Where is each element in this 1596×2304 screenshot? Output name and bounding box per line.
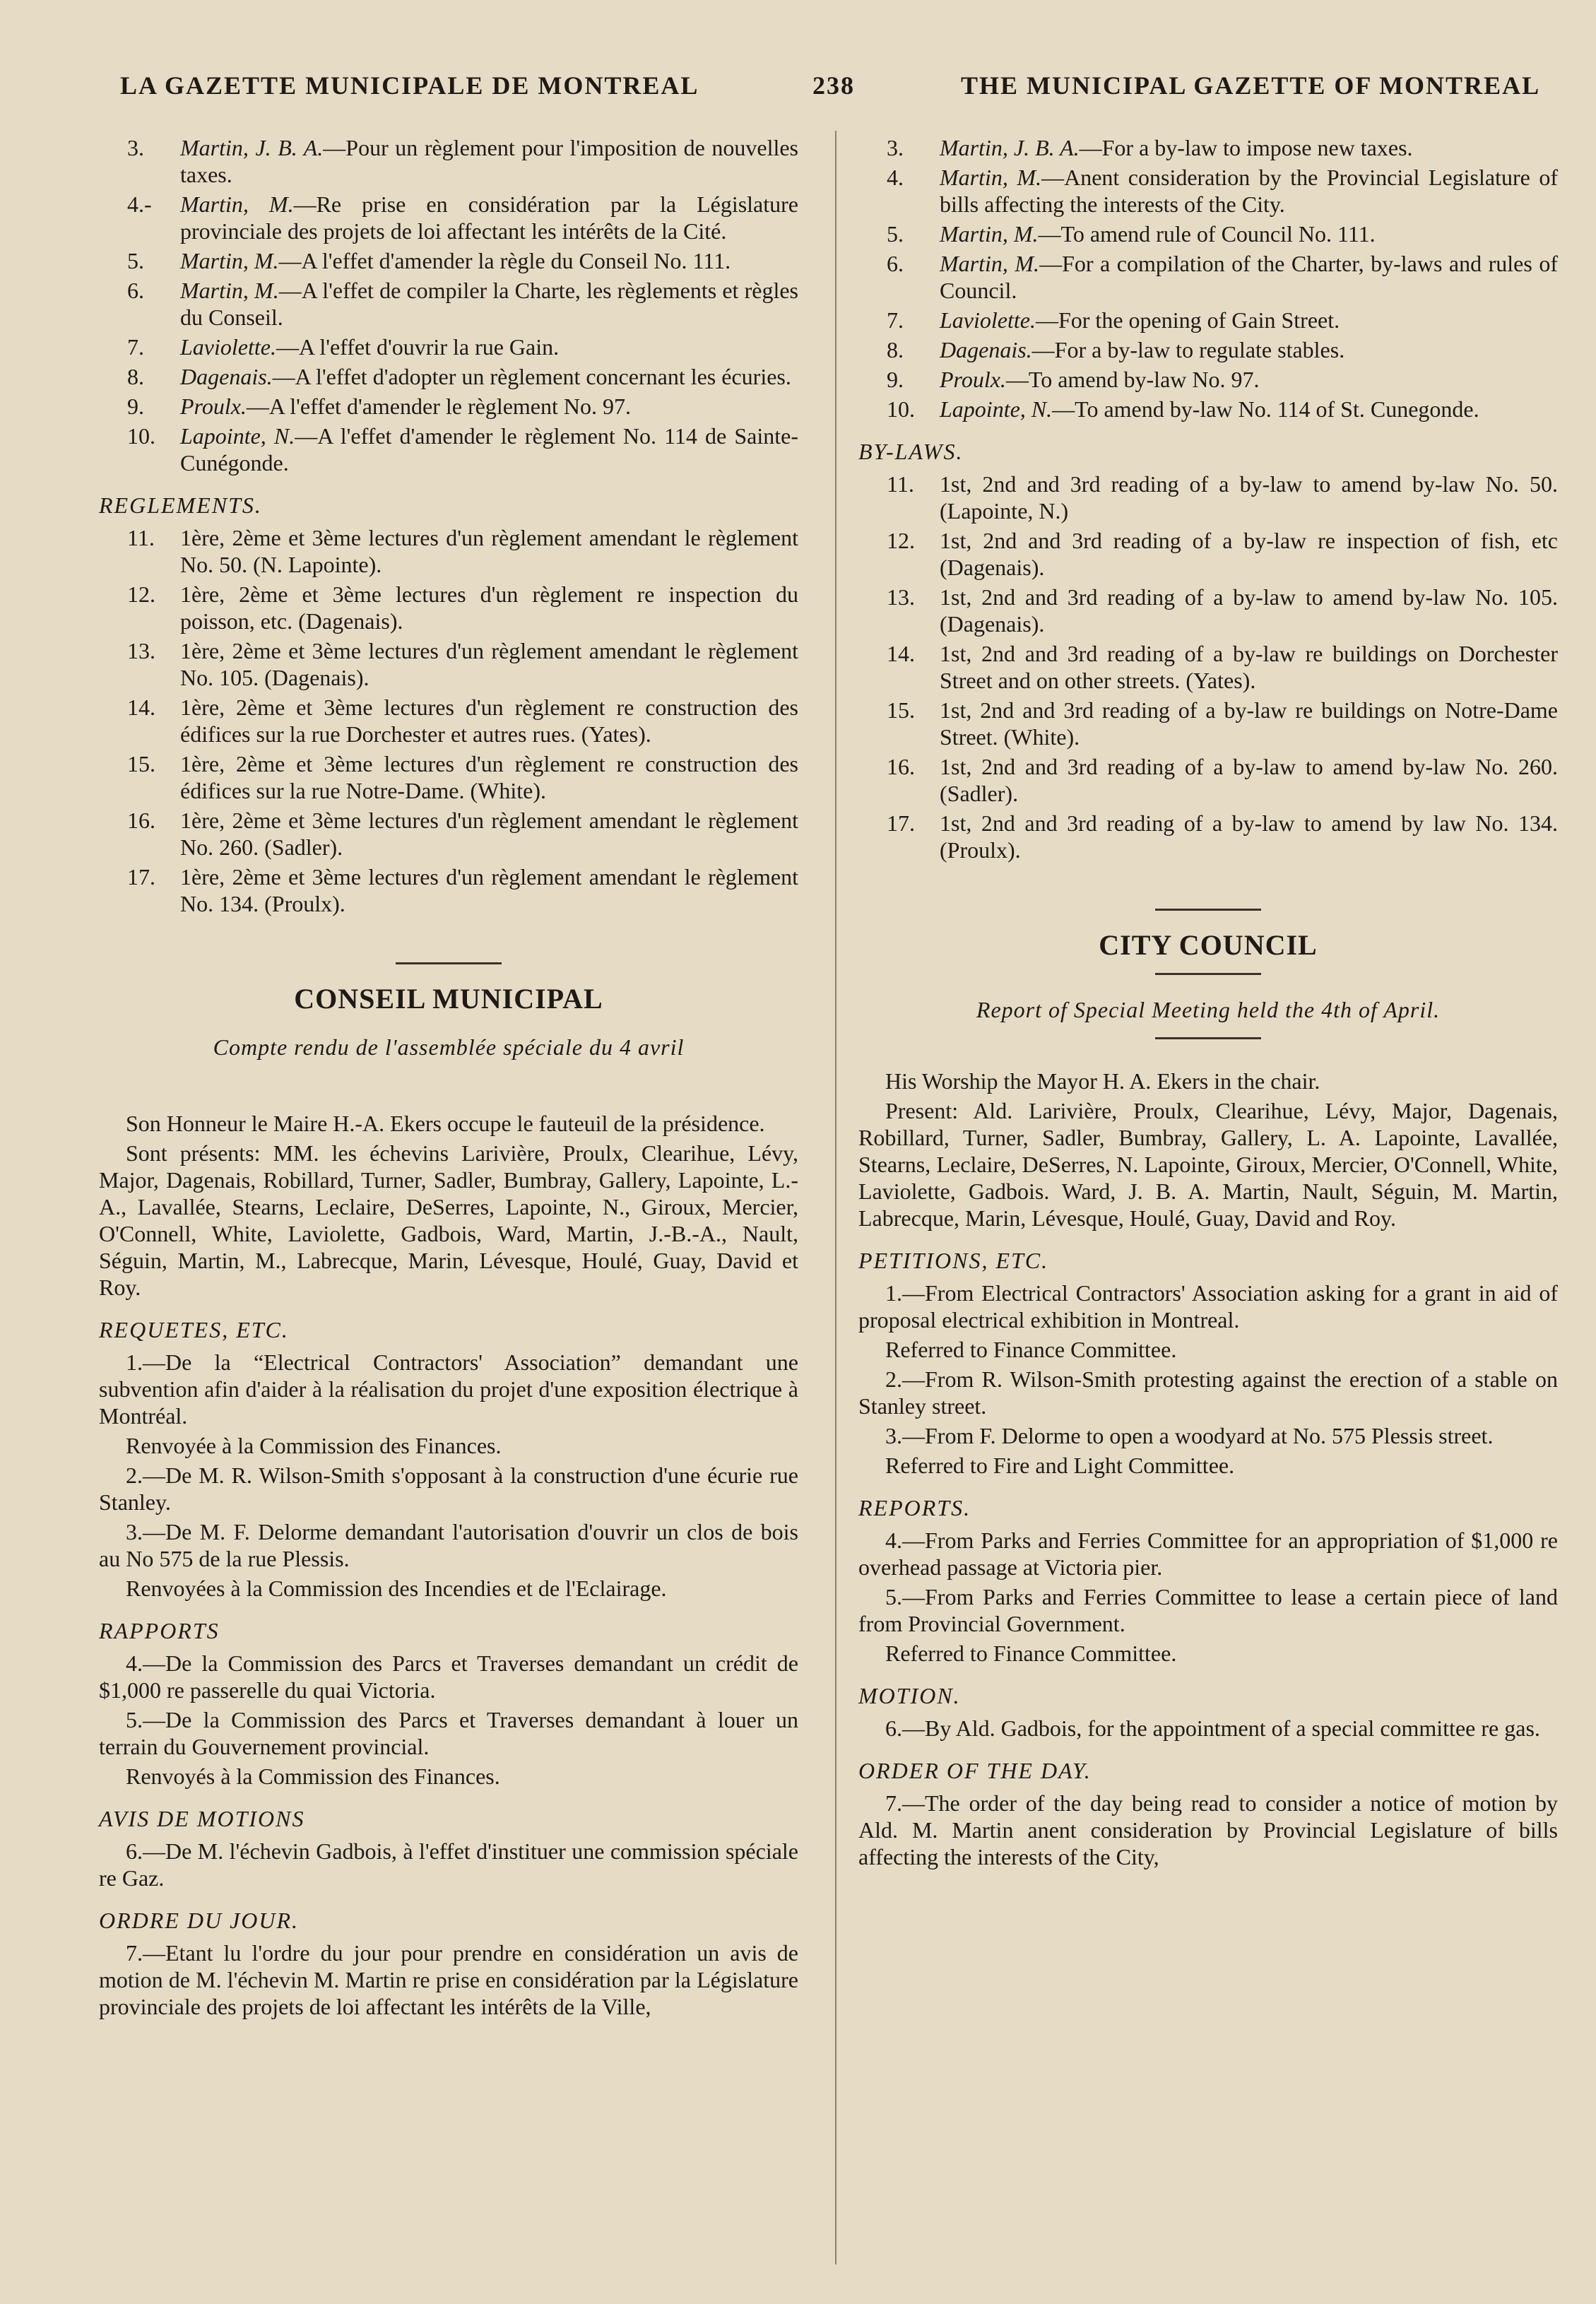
- list-item: 10. Lapointe, N.—To amend by-law No. 114 of St. Cunegonde.: [887, 396, 1479, 422]
- section-rule: [396, 962, 502, 964]
- avis-heading: AVIS DE MOTIONS: [99, 1806, 305, 1831]
- english-motion-6: 6.—By Ald. Gadbois, for the appointment of a special committee re gas.: [885, 1715, 1540, 1741]
- list-item: 12. 1ère, 2ème et 3ème lectures d'un règlement re inspection du poisson, etc. (Dagenais).: [127, 581, 798, 634]
- english-present-paragraph: Present: Ald. Larivière, Proulx, Clearihue, Lévy, Major, Dagenais, Robillard, Turner, Sadler, Bumbray, Gallery, L. A. Lapointe, Lavallée, Stearns, Leclaire, DeSerres, N. Lapointe, Giroux, Mercier, O'Connell, White, Laviolette, Gadbois. Ward, J. B. A. Martin, Nault, Séguin, M. Martin, Labrecque, Marin, Lévesque, Houlé, Guay, David and Roy.: [858, 1098, 1558, 1231]
- english-section-title: CITY COUNCIL: [1099, 929, 1318, 961]
- french-ordre-7: 7.—Etant lu l'ordre du jour pour prendre en considération un avis de motion de M. l'échevin M. Martin re prise en considération par la Législature provinciale des projets de loi affectant les intérêts de la Ville,: [99, 1940, 798, 2019]
- list-item: 15. 1ère, 2ème et 3ème lectures d'un règlement re construction des édifices sur la rue Notre-Dame. (White).: [127, 751, 798, 803]
- french-requete-3: 3.—De M. F. Delorme demandant l'autorisation d'ouvrir un clos de bois au No 575 de la rue Plessis.: [99, 1519, 798, 1571]
- order-heading: ORDER OF THE DAY.: [858, 1758, 1092, 1783]
- french-section-subtitle: Compte rendu de l'assemblée spéciale du 4 avril: [213, 1034, 685, 1060]
- english-chair-paragraph: His Worship the Mayor H. A. Ekers in the chair.: [885, 1068, 1320, 1094]
- list-item: 7. Laviolette.—A l'effet d'ouvrir la rue Gain.: [127, 334, 560, 360]
- french-present-paragraph: Sont présents: MM. les échevins Larivière, Proulx, Clearihue, Lévy, Major, Dagenais, Robillard, Turner, Sadler, Bumbray, Gallery, Lapointe, L.-A., Lavallée, Stearns, Leclaire, DeSerres, Lapointe, N., Giroux, Mercier, O'Connell, White, Laviolette, Gadbois, Ward, Martin, J.-B.-A., Nault, Séguin, Martin, M., Labrecque, Marin, Lévesque, Houlé, Guay, David et Roy.: [99, 1140, 798, 1300]
- list-item: 10. Lapointe, N.—A l'effet d'amender le règlement No. 114 de Sainte-Cunégonde.: [127, 423, 798, 475]
- french-avis-6: 6.—De M. l'échevin Gadbois, à l'effet d'instituer une commission spéciale re Gaz.: [99, 1838, 798, 1891]
- french-requete-3-referral: Renvoyées à la Commission des Incendies et de l'Eclairage.: [126, 1576, 667, 1601]
- french-rapport-5: 5.—De la Commission des Parcs et Traverses demandant à louer un terrain du Gouvernement provincial.: [99, 1707, 798, 1759]
- english-report-referral: Referred to Finance Committee.: [885, 1641, 1177, 1666]
- list-item: 7. Laviolette.—For the opening of Gain Street.: [887, 307, 1340, 333]
- page-number: 238: [812, 71, 855, 100]
- list-item: 16. 1st, 2nd and 3rd reading of a by-law to amend by-law No. 260. (Sadler).: [887, 754, 1558, 806]
- list-item: 4.- Martin, M.—Re prise en considération par la Législature provinciale des projets de loi affectant les intérêts de la Cité.: [127, 191, 798, 244]
- header-right-title: THE MUNICIPAL GAZETTE OF MONTREAL: [961, 71, 1541, 100]
- section-rule: [1155, 973, 1261, 975]
- reports-heading: REPORTS.: [858, 1495, 971, 1520]
- english-report-4: 4.—From Parks and Ferries Committee for an appropriation of $1,000 re overhead passage at Victoria pier.: [858, 1528, 1558, 1580]
- list-item: 5. Martin, M.—A l'effet d'amender la règle du Conseil No. 111.: [127, 248, 731, 273]
- header-left-title: LA GAZETTE MUNICIPALE DE MONTREAL: [120, 71, 699, 100]
- list-item: 13. 1st, 2nd and 3rd reading of a by-law to amend by-law No. 105. (Dagenais).: [887, 584, 1558, 637]
- petitions-heading: PETITIONS, ETC.: [858, 1248, 1049, 1273]
- english-order-7: 7.—The order of the day being read to consider a notice of motion by Ald. M. Martin anent consideration by Provincial Legislature of bills affecting the interests of the City,: [858, 1790, 1558, 1869]
- motion-heading: MOTION.: [858, 1683, 961, 1708]
- list-item: 12. 1st, 2nd and 3rd reading of a by-law re inspection of fish, etc (Dagenais).: [887, 528, 1558, 580]
- french-rapport-4: 4.—De la Commission des Parcs et Traverses demandant un crédit de $1,000 re passerelle du quai Victoria.: [99, 1650, 798, 1703]
- english-bylaw-items: [858, 471, 1558, 863]
- list-item: 6. Martin, M.—A l'effet de compiler la Charte, les règlements et règles du Conseil.: [127, 278, 799, 330]
- french-column: [99, 134, 798, 2023]
- list-item: 14. 1ère, 2ème et 3ème lectures d'un règlement re construction des édifices sur la rue Dorchester et autres rues. (Yates).: [127, 695, 798, 747]
- french-rapport-referral: Renvoyés à la Commission des Finances.: [126, 1764, 500, 1789]
- english-order-items: [858, 134, 1558, 423]
- english-petition-3-referral: Referred to Fire and Light Committee.: [885, 1453, 1235, 1478]
- english-column: [858, 134, 1558, 1873]
- list-item: 11. 1ère, 2ème et 3ème lectures d'un règlement amendant le règlement No. 50. (N. Lapointe).: [127, 525, 798, 577]
- english-report-5: 5.—From Parks and Ferries Committee to lease a certain piece of land from Provincial Government.: [858, 1584, 1558, 1636]
- french-chair-paragraph: Son Honneur le Maire H.-A. Ekers occupe le fauteuil de la présidence.: [126, 1111, 765, 1136]
- ordre-heading: ORDRE DU JOUR.: [99, 1908, 300, 1933]
- reglements-heading: REGLEMENTS.: [99, 492, 262, 518]
- list-item: 9. Proulx.—A l'effet d'amender le règlement No. 97.: [127, 394, 631, 419]
- list-item: 13. 1ère, 2ème et 3ème lectures d'un règlement amendant le règlement No. 105. (Dagenais).: [127, 638, 798, 690]
- english-petition-3: 3.—From F. Delorme to open a woodyard at No. 575 Plessis street.: [885, 1423, 1494, 1448]
- list-item: 15. 1st, 2nd and 3rd reading of a by-law re buildings on Notre-Dame Street. (White).: [887, 697, 1558, 750]
- list-item: 17. 1st, 2nd and 3rd reading of a by-law to amend by law No. 134. (Proulx).: [887, 810, 1558, 863]
- rapports-heading: RAPPORTS: [99, 1618, 220, 1643]
- list-item: 8. Dagenais.—A l'effet d'adopter un règlement concernant les écuries.: [127, 364, 791, 389]
- list-item: 14. 1st, 2nd and 3rd reading of a by-law re buildings on Dorchester Street and on other streets. (Yates).: [887, 641, 1558, 693]
- list-item: 9. Proulx.—To amend by-law No. 97.: [887, 367, 1260, 392]
- list-item: 16. 1ère, 2ème et 3ème lectures d'un règlement amendant le règlement No. 260. (Sadler).: [127, 808, 798, 860]
- list-item: 17. 1ère, 2ème et 3ème lectures d'un règlement amendant le règlement No. 134. (Proulx).: [127, 864, 798, 916]
- list-item: 4. Martin, M.—Anent consideration by the Provincial Legislature of bills affecting the interests of the City.: [887, 165, 1559, 217]
- list-item: 11. 1st, 2nd and 3rd reading of a by-law to amend by-law No. 50. (Lapointe, N.): [887, 471, 1558, 524]
- english-petition-1-referral: Referred to Finance Committee.: [885, 1337, 1177, 1362]
- french-requete-2: 2.—De M. R. Wilson-Smith s'opposant à la construction d'une écurie rue Stanley.: [99, 1463, 798, 1515]
- requetes-heading: REQUETES, ETC.: [99, 1317, 289, 1342]
- list-item: 3. Martin, J. B. A.—Pour un règlement pour l'imposition de nouvelles taxes.: [127, 135, 799, 187]
- list-item: 3. Martin, J. B. A.—For a by-law to impose new taxes.: [887, 135, 1413, 160]
- french-section-title: CONSEIL MUNICIPAL: [294, 983, 603, 1015]
- bylaws-heading: BY-LAWS.: [858, 439, 964, 464]
- english-section-subtitle: Report of Special Meeting held the 4th of April.: [976, 997, 1441, 1022]
- column-divider: [835, 131, 837, 2264]
- french-requete-1: 1.—De la “Electrical Contractors' Association” demandant une subvention afin d'aider à la réalisation du projet d'une exposition électrique à Montréal.: [99, 1349, 798, 1429]
- section-rule: [1155, 909, 1261, 911]
- list-item: 8. Dagenais.—For a by-law to regulate stables.: [887, 337, 1345, 362]
- english-petition-2: 2.—From R. Wilson-Smith protesting against the erection of a stable on Stanley street.: [858, 1366, 1558, 1419]
- french-order-items: [99, 134, 798, 476]
- french-bylaw-items: [99, 524, 798, 917]
- french-requete-1-referral: Renvoyée à la Commission des Finances.: [126, 1433, 502, 1458]
- list-item: 6. Martin, M.—For a compilation of the Charter, by-laws and rules of Council.: [887, 251, 1559, 303]
- english-petition-1: 1.—From Electrical Contractors' Association asking for a grant in aid of proposal electrical exhibition in Montreal.: [858, 1280, 1558, 1333]
- list-item: 5. Martin, M.—To amend rule of Council No. 111.: [887, 221, 1376, 247]
